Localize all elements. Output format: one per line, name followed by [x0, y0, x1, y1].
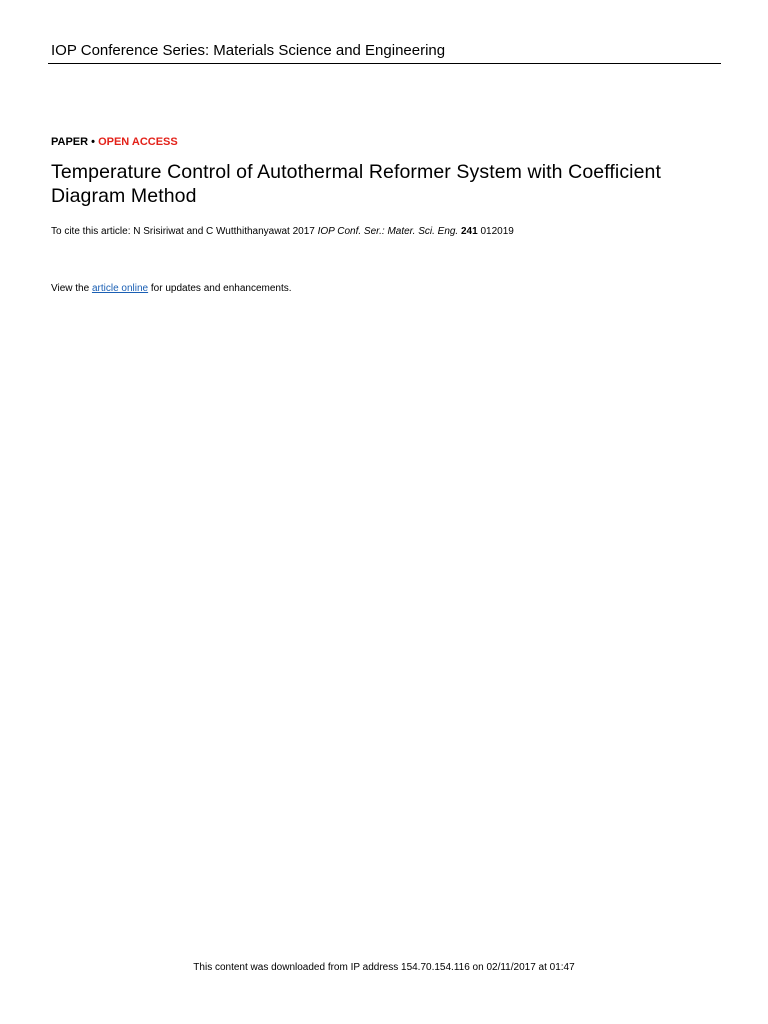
open-access-label: OPEN ACCESS [98, 136, 178, 148]
download-notice: This content was downloaded from IP address 154.70.154.116 on 02/11/2017 at 01:47 [193, 962, 575, 973]
citation-volume: 241 [461, 226, 478, 237]
view-online-suffix: for updates and enhancements. [148, 283, 292, 294]
journal-header [48, 42, 721, 64]
article-title: Temperature Control of Autothermal Reformer System with Coefficient Diagram Method [51, 161, 662, 207]
paper-type-line [51, 136, 178, 149]
citation-prefix: To cite this article: N Srisiriwat and C Wutthithanyawat 2017 [51, 226, 318, 237]
paper-type-label: PAPER [51, 136, 89, 148]
article-online-link[interactable]: article online [91, 283, 149, 294]
citation-article-number: 012019 [480, 226, 514, 237]
citation-journal-abbrev: IOP Conf. Ser.: Mater. Sci. Eng. [317, 226, 459, 237]
journal-name: IOP Conference Series: Materials Science and Engineering [51, 42, 446, 59]
view-online-prefix: View the [51, 283, 92, 294]
bullet-separator: • [88, 136, 99, 148]
view-online-line [51, 282, 292, 295]
citation-line [51, 225, 514, 238]
